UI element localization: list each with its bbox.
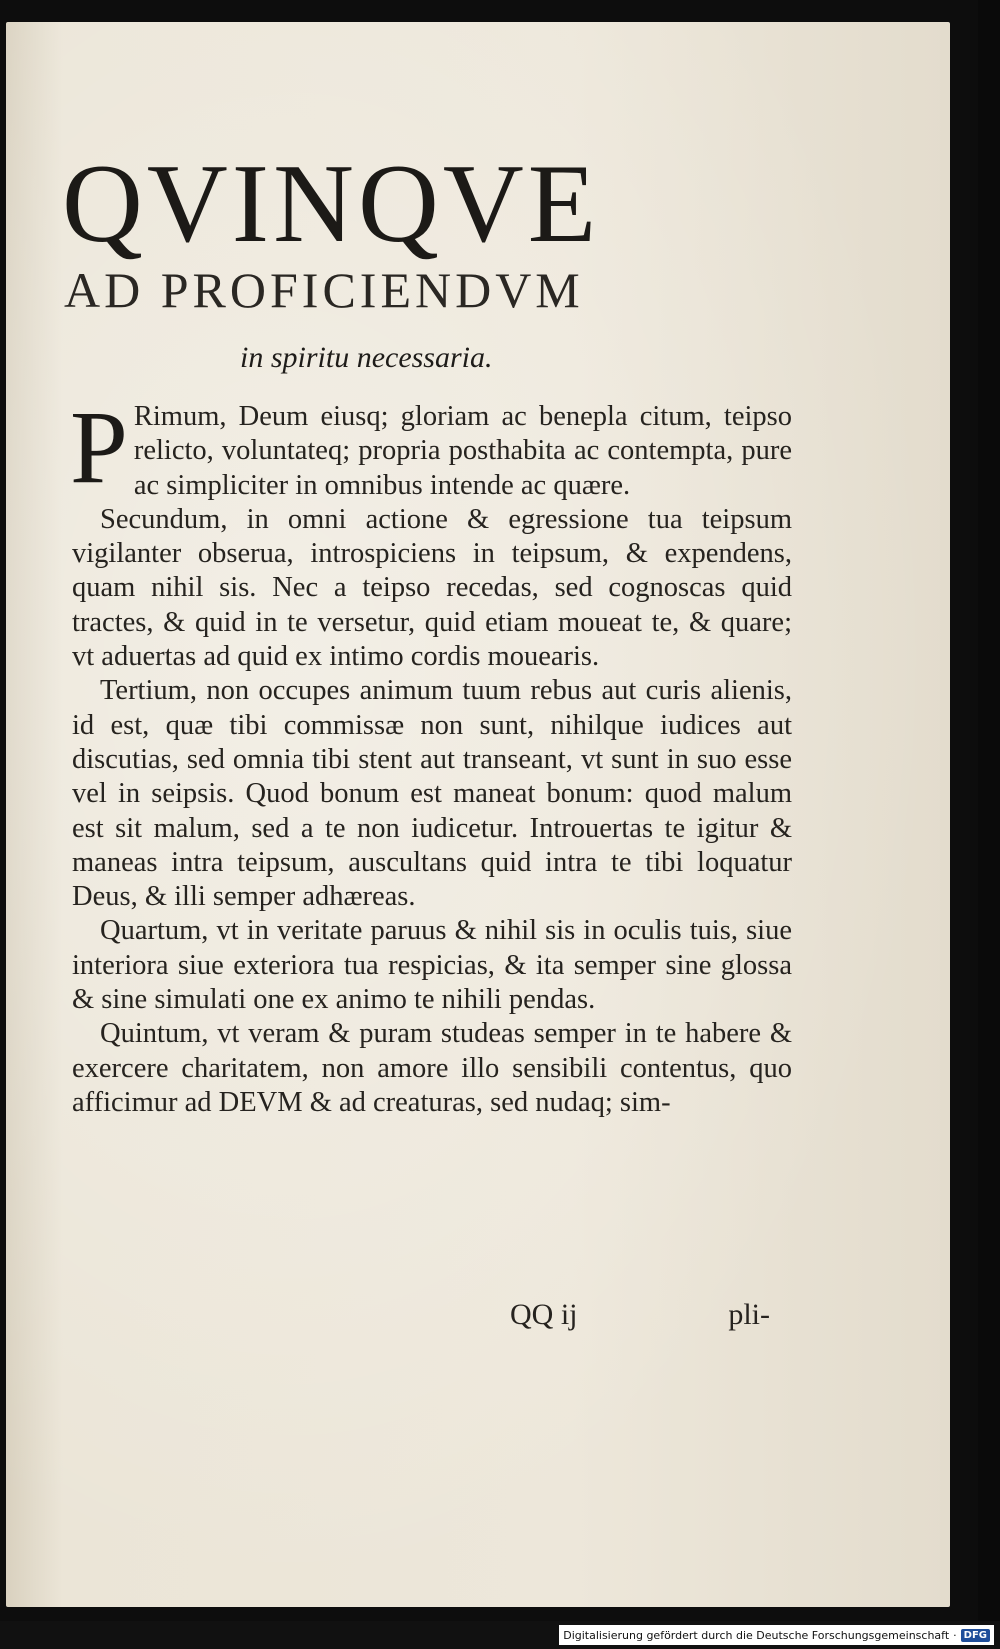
signature-mark: QQ ij	[510, 1298, 578, 1331]
dfg-logo-icon: DFG	[961, 1629, 990, 1642]
footer-separator: ·	[953, 1628, 957, 1642]
paragraph-primum	[70, 390, 792, 505]
footer-text: Digitalisierung gefördert durch die Deutsche Forschungsgemeinschaft	[563, 1628, 950, 1642]
footer-credit[interactable]	[559, 1625, 994, 1645]
body-text	[70, 390, 792, 1120]
catchword: pli-	[728, 1298, 770, 1331]
signature-line	[510, 1298, 770, 1332]
paragraph-quartum: Quartum, vt in veritate paruus & nihil sis in oculis tuis, siue interiora siue exteriora tua respicias, & ita semper sine glossa & sine simulati one ex animo te nihili pendas.	[72, 915, 792, 1016]
paragraph-quintum: Quintum, vt veram & puram studeas semper in te habere & exercere charitatem, non amore illo sensibili contentus, quo afficimur ad DEVM & ad creaturas, sed nudaq; sim-	[72, 1018, 792, 1118]
page-title: QVINQVE	[62, 142, 601, 266]
paragraph-tertium: Tertium, non occupes animum tuum rebus aut curis alienis, id est, quæ tibi commissæ non sunt, nihilque iudices aut discutias, sed omnia tibi stent aut transeant, vt sunt in suo esse vel in seipsis. Quod bonum est maneat bonum: quod malum est sit malum, sed a te non iudicetur. Introuertas te igitur & maneas intra teipsum, auscultans quid intra te tibi loquatur Deus, & illi semper adhæreas.	[72, 675, 792, 913]
page-title-line2: AD PROFICIENDVM	[64, 262, 584, 318]
page-subtitle: in spiritu necessaria.	[240, 341, 493, 374]
drop-cap: P	[70, 390, 128, 505]
scan-border-right	[978, 0, 1000, 1649]
paragraph-secundum: Secundum, in omni actione & egressione tua teipsum vigilanter obserua, introspiciens in teipsum, & expendens, quam nihil sis. Nec a teipso recedas, sed cognoscas quid tractes, & quid in te versetur, quid etiam moueat te, & quare; vt aduertas ad quid ex intimo cordis mouearis.	[72, 503, 792, 673]
paragraph-primum-text: Rimum, Deum eiusq; gloriam ac benepla citum, teipso relicto, voluntateq; propria posthabita ac contempta, pure ac simpliciter in omnibus intende ac quære.	[133, 401, 792, 501]
